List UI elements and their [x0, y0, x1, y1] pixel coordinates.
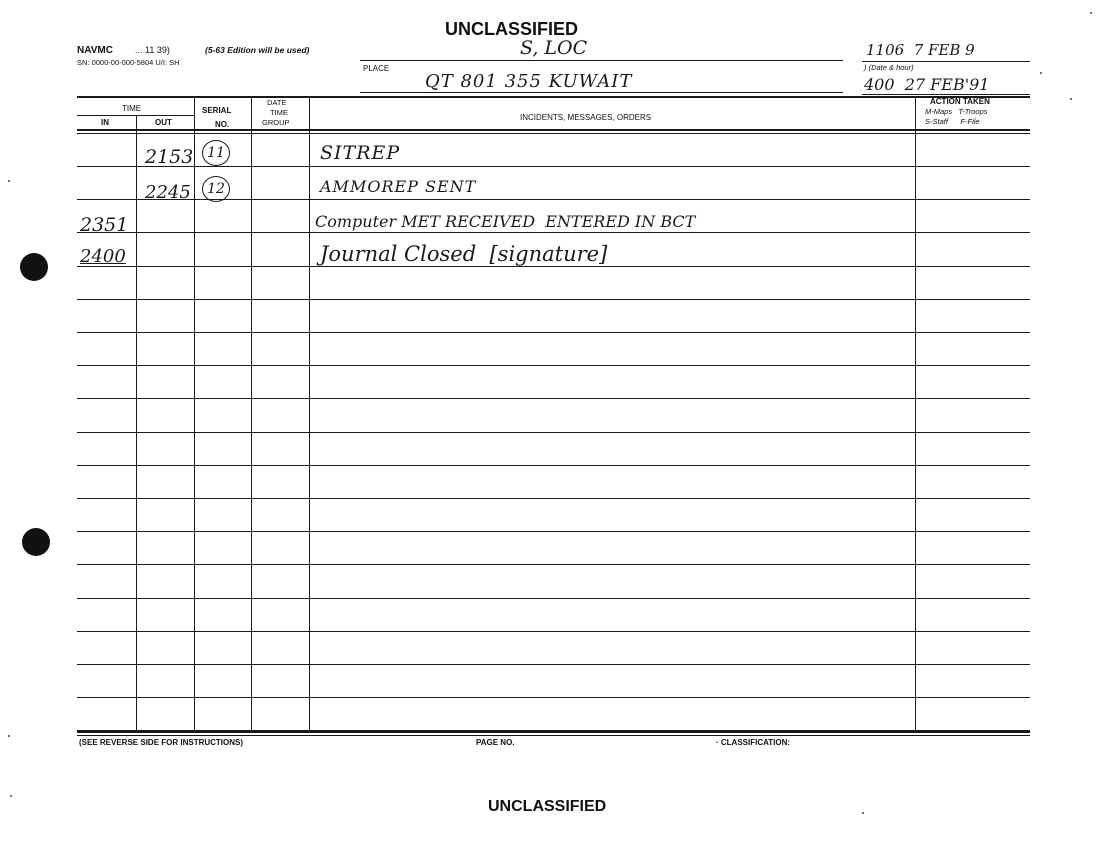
header-action-3: S-Staff F-File: [925, 117, 980, 126]
footer-page-no: PAGE NO.: [476, 738, 515, 747]
header-action-2: M-Maps T-Troops: [925, 107, 988, 116]
entry-1-serial: [202, 140, 230, 166]
entry-3-in: 2351: [80, 214, 129, 236]
row-rule: [77, 498, 1030, 499]
edition-note: (5-63 Edition will be used): [205, 45, 310, 55]
scan-speck: [1070, 98, 1072, 100]
from-date-time: 1106 7 FEB 9: [866, 41, 975, 59]
header-out: OUT: [155, 118, 172, 127]
entry-2-text: AMMOREP SENT: [320, 177, 477, 196]
entry-1-out: 2153: [145, 146, 194, 168]
table-top-rule: [77, 96, 1030, 98]
header-in: IN: [101, 118, 109, 127]
entry-2-serial-value: 12: [202, 176, 230, 202]
row-rule: [77, 664, 1030, 665]
row-rule: [77, 332, 1030, 333]
row-rule: [77, 365, 1030, 366]
to-date-line: [862, 94, 1030, 95]
table-bottom-rule: [77, 731, 1030, 733]
header-bottom-rule-2: [77, 133, 1030, 134]
header-dtg-3: GROUP: [262, 118, 290, 127]
col-line-incidents-action: [915, 97, 916, 733]
scan-speck: [8, 180, 10, 182]
entry-3-text: Computer MET RECEIVED ENTERED IN BCT: [315, 212, 696, 231]
header-bottom-rule: [77, 129, 1030, 131]
row-rule: [77, 531, 1030, 532]
col-line-dtg-incidents: [309, 97, 310, 733]
table-bottom-rule-2: [77, 735, 1030, 736]
row-rule: [77, 465, 1030, 466]
unit-field: S, LOC: [520, 37, 588, 59]
row-rule: [77, 697, 1030, 698]
entry-1-serial-value: 11: [202, 140, 230, 166]
date-hour-label: ) (Date & hour): [864, 63, 914, 72]
row-rule: [77, 299, 1030, 300]
header-dtg-1: DATE: [267, 98, 287, 107]
scan-speck: [8, 735, 10, 737]
col-line-in-out: [136, 115, 137, 733]
header-dtg-2: TIME: [270, 108, 288, 117]
scan-speck: [10, 795, 12, 797]
header-incidents: INCIDENTS, MESSAGES, ORDERS: [520, 113, 652, 122]
place-field: QT 801 355 KUWAIT: [425, 71, 633, 92]
form-id: NAVMC: [77, 45, 113, 56]
header-time: TIME: [122, 104, 142, 113]
scan-speck: [1040, 72, 1042, 74]
header-serial-no: NO.: [215, 120, 230, 129]
entry-2-serial: [202, 176, 230, 202]
header-action-1: ACTION TAKEN: [930, 97, 990, 106]
col-line-serial-dtg: [251, 97, 252, 733]
classification-top: UNCLASSIFIED: [445, 19, 579, 39]
place-line: [360, 92, 843, 93]
row-rule: [77, 232, 1030, 233]
from-date-line: [862, 61, 1030, 62]
row-rule: [77, 166, 1030, 167]
row-rule: [77, 631, 1030, 632]
row-rule: [77, 432, 1030, 433]
entry-1-text: SITREP: [320, 142, 401, 164]
footer-classification: · CLASSIFICATION:: [716, 738, 791, 747]
unit-line: [360, 60, 843, 61]
form-number: ... 11 39): [135, 45, 170, 55]
to-date-time: 400 27 FEB'91: [864, 75, 990, 94]
row-rule: [77, 564, 1030, 565]
col-line-out-serial: [194, 97, 195, 733]
footer-instructions: (SEE REVERSE SIDE FOR INSTRUCTIONS): [79, 738, 244, 747]
header-serial: SERIAL: [202, 106, 232, 115]
punch-hole-bottom: [22, 528, 50, 556]
scan-speck: [862, 812, 864, 814]
classification-bottom: UNCLASSIFIED: [488, 798, 607, 815]
punch-hole-top: [20, 253, 48, 281]
scan-speck: [1090, 12, 1092, 14]
stock-number: SN: 0000-00-000-5804 U/I: SH: [77, 58, 180, 67]
entry-4-in: 2400: [80, 246, 126, 267]
row-rule: [77, 266, 1030, 267]
place-label: PLACE: [363, 64, 390, 73]
row-rule: [77, 598, 1030, 599]
entry-2-out: 2245: [145, 182, 191, 203]
entry-4-text: Journal Closed [signature]: [320, 242, 608, 266]
row-rule: [77, 398, 1030, 399]
